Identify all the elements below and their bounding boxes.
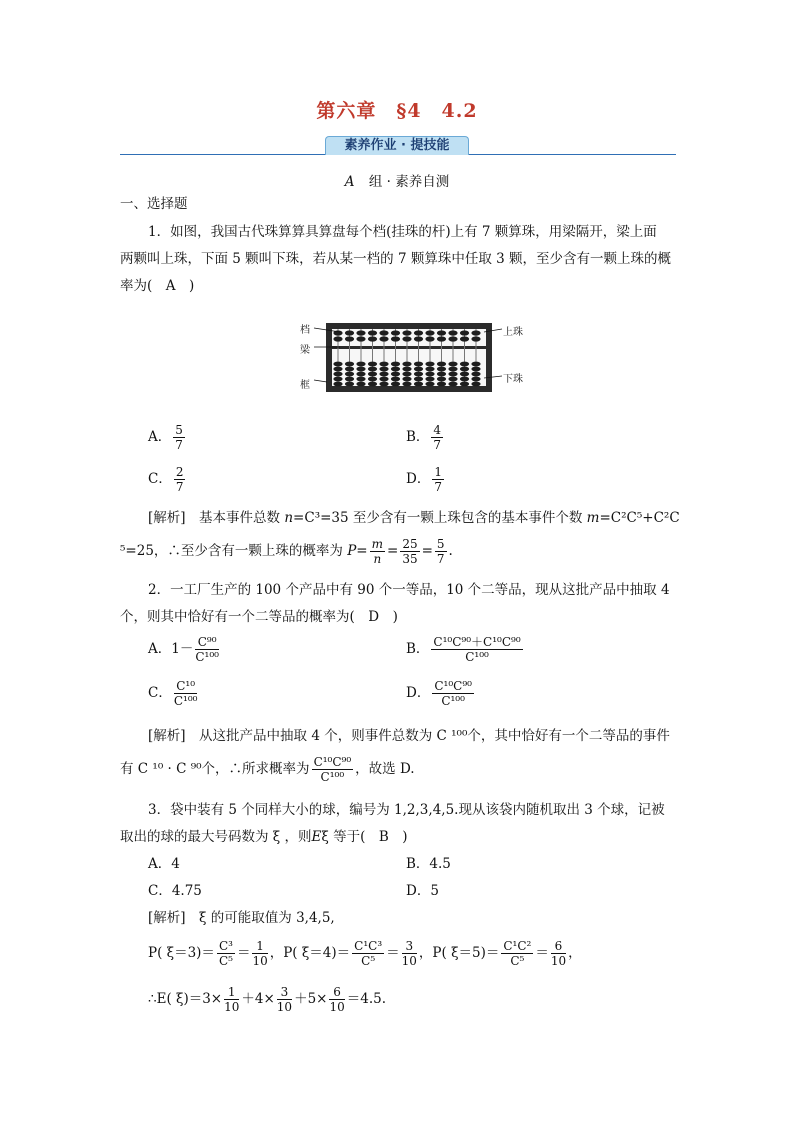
q1-text-line2: 两颗叫上珠，下面 5 颗叫下珠，若从某一档的 7 颗算珠中任取 3 颗，至少含有一颗上珠的概	[120, 251, 672, 267]
q2-option-c: C． $\frac{\text{C¹⁰}}{\text{C¹⁰⁰}}$	[148, 679, 198, 708]
lower-bead	[414, 377, 423, 382]
q3-text-line1: 3．袋中装有 5 个同样大小的球，编号为 1,2,3,4,5.现从该袋内随机取出 3 个球，记被	[148, 802, 665, 818]
upper-bead	[425, 336, 434, 341]
upper-bead	[356, 330, 365, 335]
lower-bead	[333, 362, 342, 367]
q1-option-b: B． $\frac{4}{7}$	[406, 423, 442, 452]
upper-bead	[356, 336, 365, 341]
upper-bead	[471, 330, 480, 335]
lower-bead	[437, 377, 446, 382]
lower-bead	[379, 362, 388, 367]
q3-option-c: C．4.75	[148, 883, 202, 899]
upper-bead	[460, 330, 469, 335]
lower-bead	[402, 372, 411, 377]
lower-bead	[356, 377, 365, 382]
lower-bead	[471, 372, 480, 377]
q1-analysis-line1: [解析] 基本事件总数 n=C³=35 至少含有一颗上珠包含的基本事件个数 m=C²C⁵+C²C	[148, 510, 680, 526]
lower-bead	[425, 372, 434, 377]
upper-bead	[425, 330, 434, 335]
lower-bead	[425, 362, 434, 367]
q2-analysis-line1: [解析] 从这批产品中抽取 4 个，则事件总数为 C ¹⁰⁰个，其中恰好有一个二等品的事件	[148, 728, 670, 744]
q3-text-line2: 取出的球的最大号码数为 ξ ，则Eξ 等于( B )	[120, 829, 408, 845]
lower-bead	[356, 362, 365, 367]
lower-bead	[345, 372, 354, 377]
label-shangzhu: 上珠	[503, 327, 523, 338]
q3-analysis-probs: P( ξ＝3)＝ $\frac{\text{C³}}{\text{C⁵}}$ ＝ $\frac{1}{10}$ ，P( ξ＝4)＝ $\frac{\text{C¹C³}}{\text{C⁵}}$ ＝ $\frac{3}{10}$ ，P( ξ＝5)＝ $\frac{\text{C¹C²}}{\text{C⁵}}$ ＝ $\frac{6}{10}$ ，	[148, 939, 582, 968]
upper-bead	[460, 336, 469, 341]
lower-bead	[333, 382, 342, 387]
lower-bead	[437, 372, 446, 377]
lower-bead	[391, 362, 400, 367]
lower-bead	[471, 367, 480, 372]
upper-bead	[345, 336, 354, 341]
q1-analysis-line2: ⁵=25，∴至少含有一颗上珠的概率为 P= $\frac{m}{n}$ = $\frac{25}{35}$ = $\frac{5}{7}$ .	[120, 537, 453, 566]
q1-option-a: A． $\frac{5}{7}$	[148, 423, 183, 452]
lower-bead	[402, 377, 411, 382]
lower-bead	[471, 382, 480, 387]
group-letter: A	[344, 174, 355, 190]
abacus-drawing	[296, 318, 536, 396]
lower-bead	[368, 382, 377, 387]
upper-bead	[391, 336, 400, 341]
upper-bead	[448, 330, 457, 335]
lower-bead	[460, 377, 469, 382]
lower-bead	[414, 362, 423, 367]
upper-bead	[333, 336, 342, 341]
label-dang: 档	[300, 325, 310, 336]
lower-bead	[333, 377, 342, 382]
q2-option-a: A．1－ $\frac{\text{C⁹⁰}}{\text{C¹⁰⁰}}$	[148, 635, 219, 664]
upper-bead	[448, 336, 457, 341]
label-xiazhu: 下珠	[503, 374, 523, 385]
banner-label: 素养作业 · 提技能	[325, 136, 469, 155]
lower-bead	[356, 372, 365, 377]
q3-analysis-expectation: ∴E( ξ)＝3× $\frac{1}{10}$ ＋4× $\frac{3}{10}$ ＋5× $\frac{6}{10}$ ＝4.5.	[148, 985, 387, 1014]
q2-analysis-line2: 有 C ¹⁰ · C ⁹⁰个，∴所求概率为 $\frac{\text{C¹⁰C⁹⁰}}{\text{C¹⁰⁰}}$ ，故选 D.	[120, 755, 415, 784]
q1-option-d: D． $\frac{1}{7}$	[406, 465, 442, 494]
q3-option-b: B．4.5	[406, 856, 451, 872]
q1-option-c: C． $\frac{2}{7}$	[148, 465, 184, 494]
lower-bead	[391, 377, 400, 382]
lower-bead	[448, 377, 457, 382]
group-heading	[0, 170, 794, 190]
upper-bead	[368, 330, 377, 335]
upper-bead	[345, 330, 354, 335]
lower-bead	[414, 382, 423, 387]
upper-bead	[368, 336, 377, 341]
lower-bead	[333, 367, 342, 372]
lower-bead	[460, 362, 469, 367]
upper-bead	[402, 336, 411, 341]
lower-bead	[345, 362, 354, 367]
upper-bead	[437, 336, 446, 341]
lower-bead	[425, 367, 434, 372]
upper-bead	[391, 330, 400, 335]
lower-bead	[414, 367, 423, 372]
lower-bead	[448, 372, 457, 377]
lower-bead	[425, 382, 434, 387]
lower-bead	[391, 367, 400, 372]
abacus-figure	[296, 318, 536, 396]
group-text: 组 · 素养自测	[368, 174, 450, 190]
lower-bead	[460, 372, 469, 377]
lower-bead	[368, 377, 377, 382]
section-label: 一、选择题	[120, 196, 188, 212]
q2-text-line1: 2．一工厂生产的 100 个产品中有 90 个一等品，10 个二等品，现从这批产品中抽取 4	[148, 582, 670, 598]
upper-bead	[471, 336, 480, 341]
lower-bead	[368, 367, 377, 372]
lower-bead	[471, 377, 480, 382]
lower-bead	[379, 382, 388, 387]
upper-bead	[414, 330, 423, 335]
lower-bead	[448, 382, 457, 387]
upper-bead	[414, 336, 423, 341]
q3-analysis-line1: [解析] ξ 的可能取值为 3,4,5,	[148, 910, 335, 926]
q1-text-line1: 1．如图，我国古代珠算算具算盘每个档(挂珠的杆)上有 7 颗算珠，用梁隔开，梁上面	[148, 224, 657, 240]
q3-option-d: D．5	[406, 883, 439, 899]
label-liang: 梁	[300, 345, 310, 356]
lower-bead	[391, 372, 400, 377]
lower-bead	[471, 362, 480, 367]
upper-bead	[379, 336, 388, 341]
lower-bead	[391, 382, 400, 387]
lower-bead	[379, 377, 388, 382]
lower-bead	[402, 362, 411, 367]
lower-bead	[379, 367, 388, 372]
q2-option-d: D． $\frac{\text{C¹⁰C⁹⁰}}{\text{C¹⁰⁰}}$	[406, 679, 472, 708]
lower-bead	[460, 382, 469, 387]
lower-bead	[379, 372, 388, 377]
lower-bead	[437, 382, 446, 387]
lower-bead	[356, 382, 365, 387]
q2-text-line2: 个，则其中恰好有一个二等品的概率为( D )	[120, 609, 398, 625]
q1-text-line3: 率为( A )	[120, 278, 195, 294]
lower-bead	[437, 367, 446, 372]
lower-bead	[345, 367, 354, 372]
lower-bead	[368, 362, 377, 367]
lower-bead	[345, 377, 354, 382]
lower-bead	[345, 382, 354, 387]
lower-bead	[333, 372, 342, 377]
chapter-title: 第六章 §4 4.2	[316, 100, 478, 122]
lower-bead	[402, 367, 411, 372]
lower-bead	[437, 362, 446, 367]
q3-option-a: A．4	[148, 856, 180, 872]
upper-bead	[437, 330, 446, 335]
upper-bead	[379, 330, 388, 335]
lower-bead	[414, 372, 423, 377]
lower-bead	[402, 382, 411, 387]
lower-bead	[448, 367, 457, 372]
label-kuang: 框	[300, 380, 310, 391]
lower-bead	[448, 362, 457, 367]
q2-option-b: B． $\frac{\text{C¹⁰C⁹⁰＋C¹⁰C⁹⁰}}{\text{C¹⁰⁰}}$	[406, 635, 521, 664]
lower-bead	[356, 367, 365, 372]
lower-bead	[460, 367, 469, 372]
lower-bead	[425, 377, 434, 382]
lower-bead	[368, 372, 377, 377]
upper-bead	[402, 330, 411, 335]
